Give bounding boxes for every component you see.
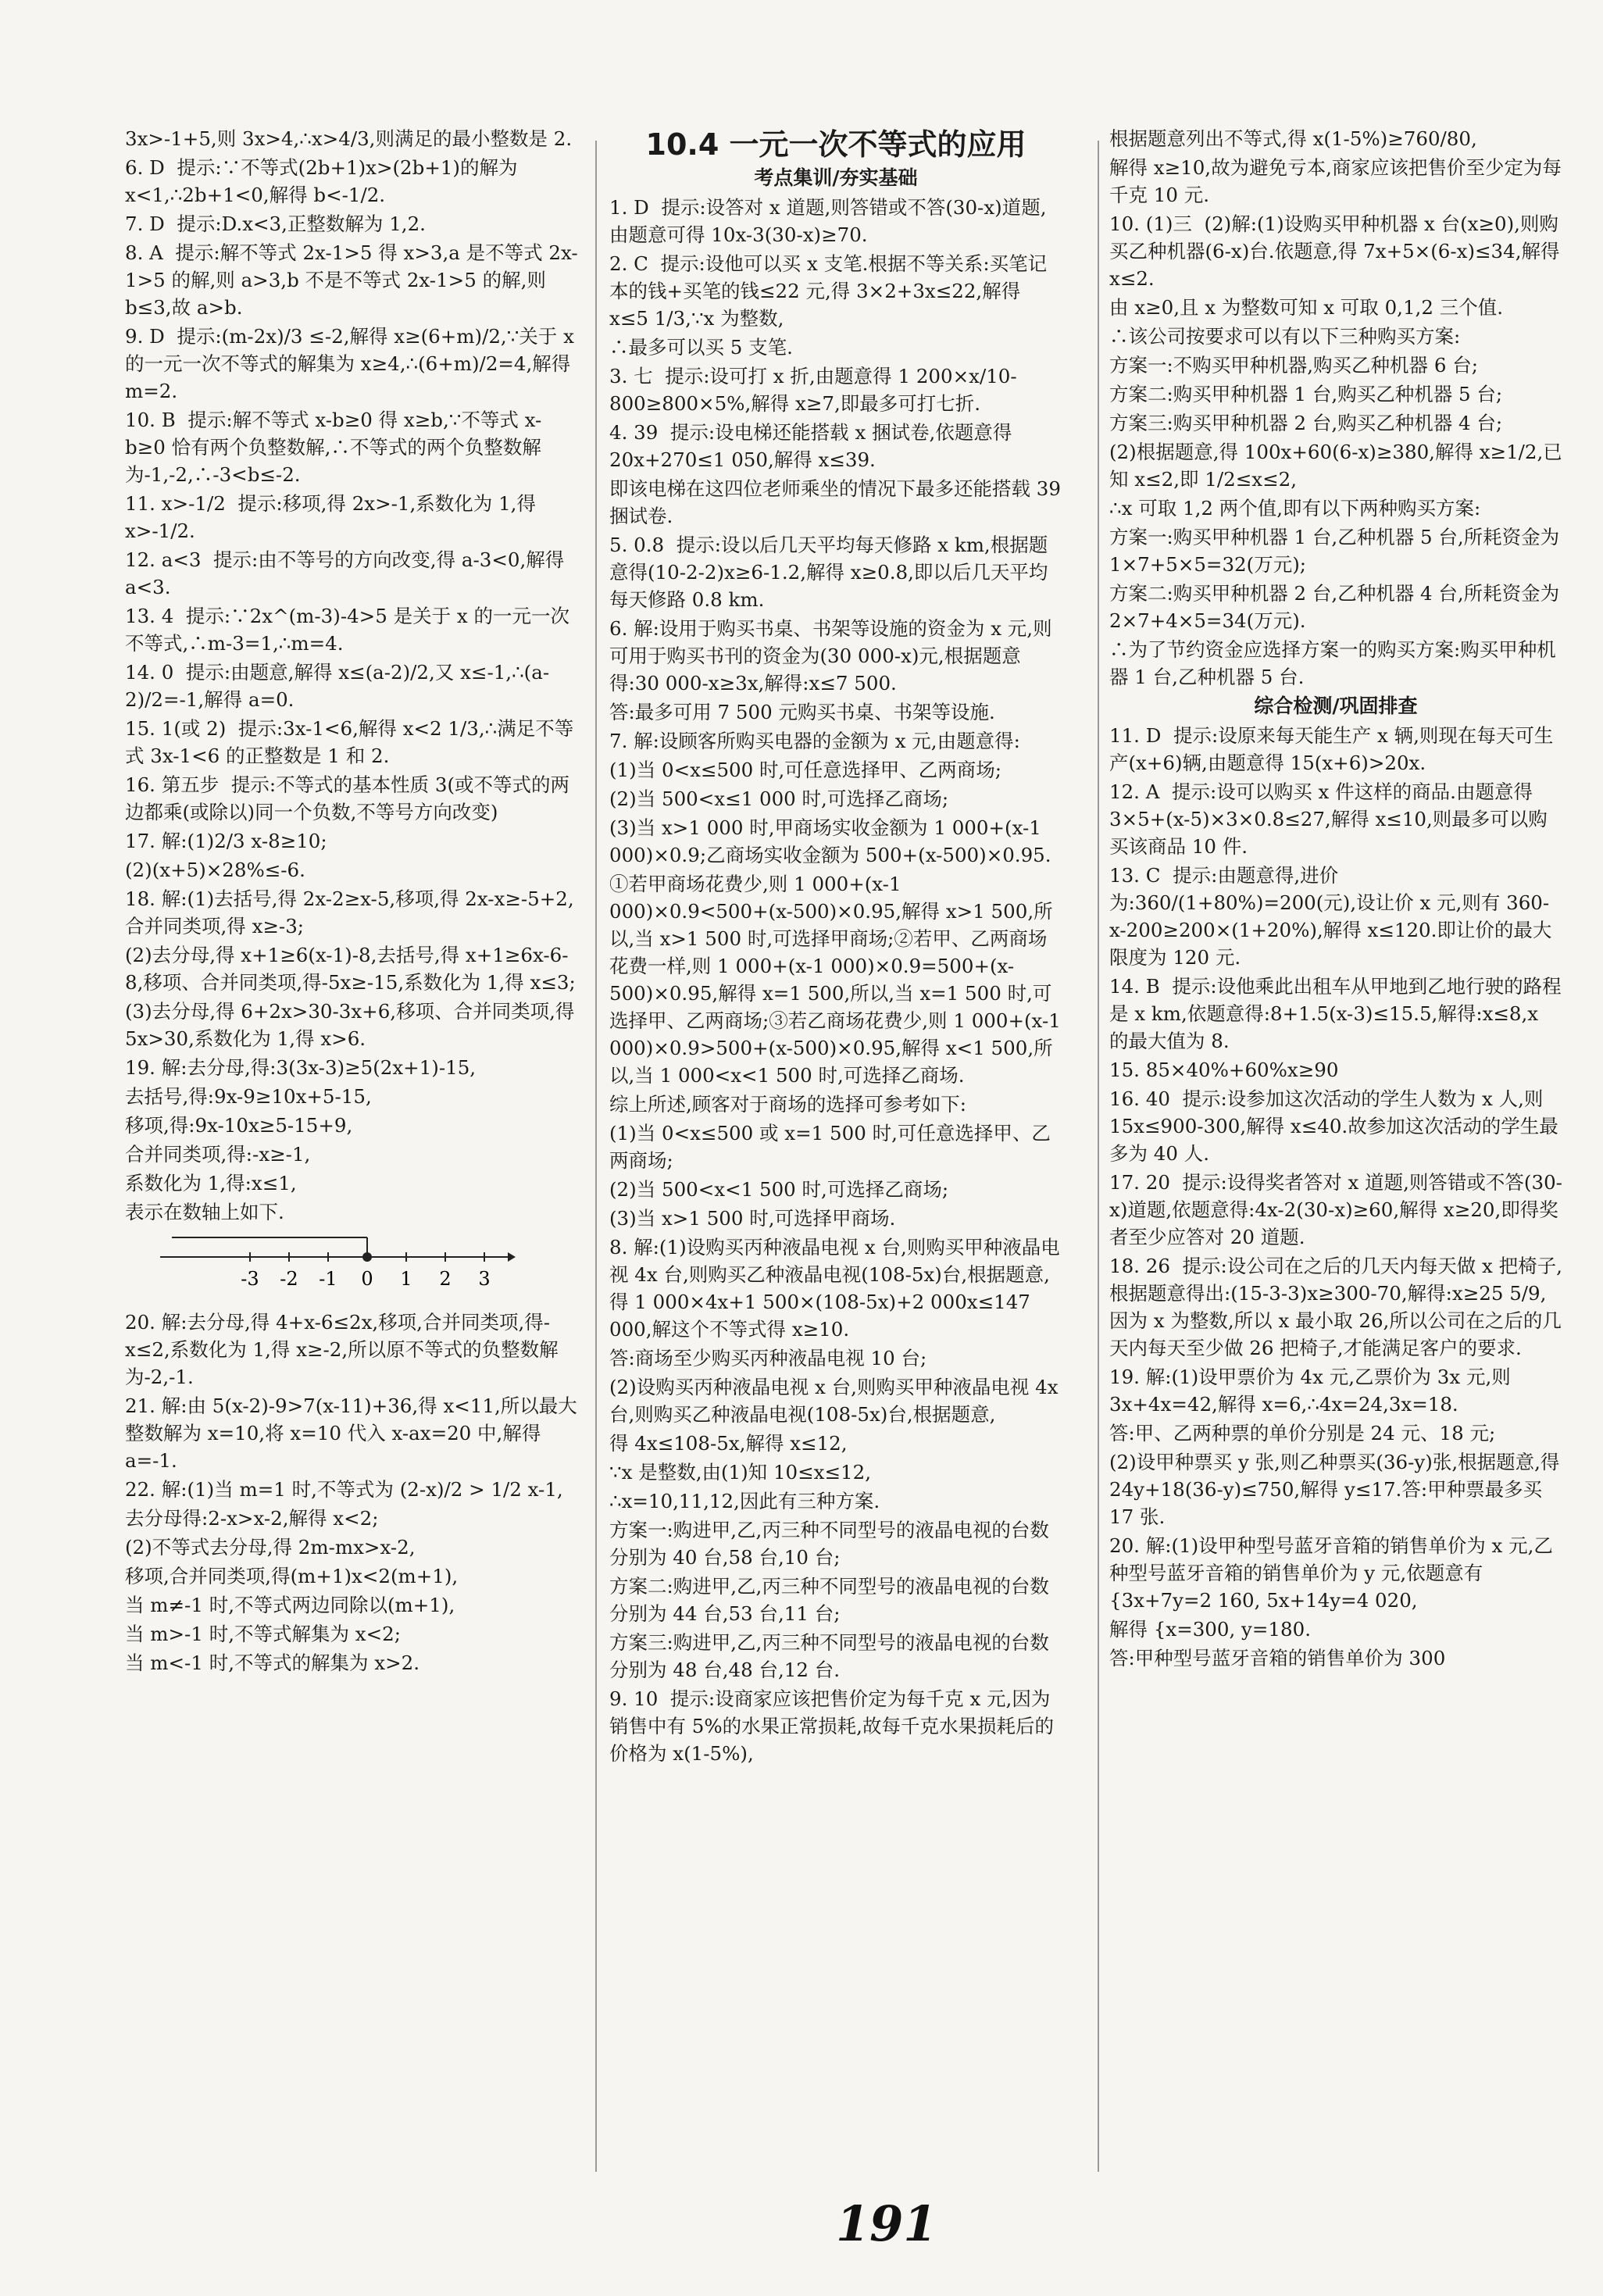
column-divider [595,141,597,2172]
answer-line: 当 m>-1 时,不等式解集为 x<2; [125,1623,401,1645]
section-title: 10.4 一元一次不等式的应用 [645,127,1026,162]
answer-line: 解得 x≥10,故为避免亏本,商家应该把售价至少定为每千克 10 元. [1109,156,1562,206]
answer-line: (2)根据题意,得 100x+60(6-x)≥380,解得 x≥1/2,已知 x≤2,即 1/2≤x≤2, [1109,441,1562,491]
number-line-tick-label: 0 [361,1268,373,1290]
answer-line: 9. 10 提示:设商家应该把售价定为每千克 x 元,因为销售中有 5%的水果正常损耗,故每千克水果损耗后的价格为 x(1-5%), [609,1687,1054,1765]
answer-line: 13. C 提示:由题意得,进价为:360/(1+80%)=200(元),设让价 x 元,则有 360-x-200≥200×(1+20%),解得 x≤120.即让价的最大限度为 120 元. [1109,864,1552,969]
answer-line: 方案二:购进甲,乙,丙三种不同型号的液晶电视的台数分别为 44 台,53 台,11 台; [609,1575,1049,1625]
answer-line: 2. C 提示:设他可以买 x 支笔.根据不等关系:买笔记本的钱+买笔的钱≤22 元,得 3×2+3x≤22,解得 x≤5 1/3,∵x 为整数, [609,252,1048,330]
answer-line: 14. B 提示:设他乘此出租车从甲地到乙地行驶的路程是 x km,依题意得:8+1.5(x-3)≤15.5,解得:x≤8,x 的最大值为 8. [1109,975,1562,1052]
number-line-svg [156,1234,516,1304]
column-divider [1098,141,1099,2172]
answer-line: 10. (1)三 (2)解:(1)设购买甲种机器 x 台(x≥0),则购买乙种机器(6-x)台.依题意,得 7x+5×(6-x)≤34,解得 x≤2. [1109,212,1566,290]
answer-line: 答:最多可用 7 500 元购买书桌、书架等设施. [609,701,995,723]
answer-line: 7. D 提示:D.x<3,正整数解为 1,2. [125,212,426,235]
answer-line: (3)当 x>1 000 时,甲商场实收金额为 1 000+(x-1 000)×0.9;乙商场实收金额为 500+(x-500)×0.95. [609,816,1051,866]
answer-line: (1)当 0<x≤500 时,可任意选择甲、乙两商场; [609,759,1002,781]
answer-line: 19. 解:去分母,得:3(3x-3)≥5(2x+1)-15, [125,1056,477,1079]
answer-line: 19. 解:(1)设甲票价为 4x 元,乙票价为 3x 元,则 3x+4x=42,解得 x=6,∴4x=24,3x=18. [1109,1366,1517,1416]
answer-line: ∴为了节约资金应选择方案一的购买方案:购买甲种机器 1 台,乙种机器 5 台. [1109,638,1556,688]
answer-line: ∴最多可以买 5 支笔. [609,336,793,359]
answer-line: 当 m<-1 时,不等式的解集为 x>2. [125,1651,419,1674]
answer-line: (2)设甲种票买 y 张,则乙种票买(36-y)张,根据题意,得 24y+18(36-y)≤750,解得 y≤17.答:甲种票最多买 17 张. [1109,1451,1566,1528]
column-right [1109,125,1566,2172]
number-line-tick-label: -2 [280,1268,298,1290]
answer-line: 10. B 提示:解不等式 x-b≥0 得 x≥b,∵不等式 x-b≥0 恰有两个负整数解,∴不等式的两个负整数解为-1,-2,∴-3<b≤-2. [125,409,542,486]
answer-line: (2)(x+5)×28%≤-6. [125,859,305,881]
answer-line: 15. 1(或 2) 提示:3x-1<6,解得 x<2 1/3,∴满足不等式 3x-1<6 的正整数是 1 和 2. [125,717,574,767]
answer-line: ∴x 可取 1,2 两个值,即有以下两种购买方案: [1109,497,1481,520]
answer-line: 11. x>-1/2 提示:移项,得 2x>-1,系数化为 1,得 x>-1/2. [125,492,542,542]
answer-line: 6. D 提示:∵不等式(2b+1)x>(2b+1)的解为 x<1,∴2b+1<0,解得 b<-1/2. [125,156,524,206]
number-line-tick-label: -1 [319,1268,337,1290]
number-line-tick-label: 2 [439,1268,452,1290]
answer-line: (1)当 0<x≤500 或 x=1 500 时,可任意选择甲、乙两商场; [609,1122,1051,1172]
answer-line: 去括号,得:9x-9≥10x+5-15, [125,1085,372,1108]
answer-line: 20. 解:去分母,得 4+x-6≤2x,移项,合并同类项,得-x≤2,系数化为 1,得 x≥-2,所以原不等式的负整数解为-2,-1. [125,1311,559,1388]
answer-line: (2)当 500<x<1 500 时,可选择乙商场; [609,1178,949,1201]
answer-line: 综上所述,顾客对于商场的选择可参考如下: [609,1093,967,1116]
answer-line: 15. 85×40%+60%x≥90 [1109,1059,1339,1081]
answer-line: 系数化为 1,得:x≤1, [125,1172,297,1194]
answer-line: 方案一:购买甲种机器 1 台,乙种机器 5 台,所耗资金为 1×7+5×5=32(万元); [1109,526,1566,576]
answer-line: 3x>-1+5,则 3x>4,∴x>4/3,则满足的最小整数是 2. [125,127,573,150]
answer-line: ∴该公司按要求可以有以下三种购买方案: [1109,325,1461,348]
answer-line: 22. 解:(1)当 m=1 时,不等式为 (2-x)/2 > 1/2 x-1, [125,1478,563,1501]
answer-line: 18. 解:(1)去括号,得 2x-2≥x-5,移项,得 2x-x≥-5+2,合并同类项,得 x≥-3; [125,887,574,937]
number-line-figure [156,1234,578,1304]
answer-line: 合并同类项,得:-x≥-1, [125,1143,311,1166]
answer-line: 移项,得:9x-10x≥5-15+9, [125,1114,353,1137]
answer-line: 答:甲种型号蓝牙音箱的销售单价为 300 [1109,1647,1446,1669]
answer-line: 答:甲、乙两种票的单价分别是 24 元、18 元; [1109,1422,1496,1444]
answer-line: 解得 {x=300, y=180. [1109,1618,1311,1641]
answer-line: (3)去分母,得 6+2x>30-3x+6,移项、合并同类项,得 5x>30,系数化为 1,得 x>6. [125,1000,581,1050]
answer-line: 表示在数轴上如下. [125,1201,284,1223]
answer-line: 13. 4 提示:∵2x^(m-3)-4>5 是关于 x 的一元一次不等式,∴m-3=1,∴m=4. [125,605,569,655]
answer-line: 14. 0 提示:由题意,解得 x≤(a-2)/2,又 x≤-1,∴(a-2)/2=-1,解得 a=0. [125,661,550,711]
answer-line: 16. 40 提示:设参加这次活动的学生人数为 x 人,则 15x≤900-300,解得 x≤40.故参加这次活动的学生最多为 40 人. [1109,1087,1558,1165]
column-middle [609,125,1067,2172]
answer-line: 5. 0.8 提示:设以后几天平均每天修路 x km,根据题意得(10-2-2)x≥6-1.2,解得 x≥0.8,即以后几天平均每天修路 0.8 km. [609,534,1048,611]
answer-line: 答:商场至少购买丙种液晶电视 10 台; [609,1347,927,1369]
answer-line: ①若甲商场花费少,则 1 000+(x-1 000)×0.9<500+(x-500)×0.95,解得 x>1 500,所以,当 x>1 500 时,可选择甲商场;②若甲、乙两商场花费一样,则 1 000+(x-1 000)×0.9=500+(x-500)×0.95,解得 x=1 500,所以,当 x=1 500 时,可选择甲、乙两商场;③若乙商场花费少,则 1 000+(x-1 000)×0.9>500+(x-500)×0.95,解得 x<1 500,所以,当 1 000<x<1 500 时,可选择乙商场. [609,873,1067,1087]
column-left [125,125,581,2172]
answer-line: 方案二:购买甲种机器 1 台,购买乙种机器 5 台; [1109,383,1503,405]
answer-line: 6. 解:设用于购买书桌、书架等设施的资金为 x 元,则可用于购买书刊的资金为(30 000-x)元,根据题意得:30 000-x≥3x,解得:x≤7 500. [609,617,1052,695]
answer-line: 方案一:不购买甲种机器,购买乙种机器 6 台; [1109,354,1478,377]
answer-line: ∴x=10,11,12,因此有三种方案. [609,1490,880,1512]
answer-line: 1. D 提示:设答对 x 道题,则答错或不答(30-x)道题,由题意可得 10x-3(30-x)≥70. [609,196,1047,246]
answer-line: (2)当 500<x≤1 000 时,可选择乙商场; [609,787,949,810]
answer-line: 当 m≠-1 时,不等式两边同除以(m+1), [125,1594,455,1616]
answer-line: 17. 20 提示:设得奖者答对 x 道题,则答错或不答(30-x)道题,依题意得:4x-2(30-x)≥60,解得 x≥20,即得奖者至少应答对 20 道题. [1109,1171,1562,1248]
answer-line: (2)不等式去分母,得 2m-mx>x-2, [125,1536,416,1559]
answer-line: 去分母得:2-x>x-2,解得 x<2; [125,1507,379,1530]
answer-line: 移项,合并同类项,得(m+1)x<2(m+1), [125,1565,459,1587]
answer-line: 16. 第五步 提示:不等式的基本性质 3(或不等式的两边都乘(或除以)同一个负数,不等号方向改变) [125,773,570,823]
answer-line: 3. 七 提示:设可打 x 折,由题意得 1 200×x/10-800≥800×5%,解得 x≥7,即最多可打七折. [609,365,1017,415]
number-line-tick-label: 1 [400,1268,412,1290]
answer-line: 7. 解:设顾客所购买电器的金额为 x 元,由题意得: [609,730,1020,752]
answer-line: 方案二:购买甲种机器 2 台,乙种机器 4 台,所耗资金为 2×7+4×5=34(万元). [1109,582,1566,632]
answer-line: (3)当 x>1 500 时,可选择甲商场. [609,1207,896,1230]
answer-line: 方案一:购进甲,乙,丙三种不同型号的液晶电视的台数分别为 40 台,58 台,10 台; [609,1519,1049,1569]
answer-line: 9. D 提示:(m-2x)/3 ≤-2,解得 x≥(6+m)/2,∵关于 x 的一元一次不等式的解集为 x≥4,∴(6+m)/2=4,解得 m=2. [125,325,580,402]
answer-line: 8. 解:(1)设购买丙种液晶电视 x 台,则购买甲种液晶电视 4x 台,则购买乙种液晶电视(108-5x)台,根据题意,得 1 000×4x+1 500×(108-5x)+2 000x≤147 000,解这个不等式得 x≥10. [609,1236,1060,1341]
answer-line: (2)去分母,得 x+1≥6(x-1)-8,去括号,得 x+1≥6x-6-8,移项、合并同类项,得-5x≥-15,系数化为 1,得 x≤3; [125,944,576,994]
answer-line: 18. 26 提示:设公司在之后的几天内每天做 x 把椅子,根据题意得出:(15-3-3)x≥300-70,解得:x≥25 5/9,因为 x 为整数,所以 x 最小取 26,所以公司在之后的几天内每天至少做 26 把椅子,才能满足客户的要求. [1109,1255,1562,1359]
number-line-tick-label: -3 [241,1268,259,1290]
answer-line: 即该电梯在这四位老师乘坐的情况下最多还能搭载 39 捆试卷. [609,477,1067,527]
answer-line: 得 4x≤108-5x,解得 x≤12, [609,1432,848,1455]
answer-line: 11. D 提示:设原来每天能生产 x 辆,则现在每天可生产(x+6)辆,由题意得 15(x+6)>20x. [1109,724,1554,774]
answer-line: 17. 解:(1)2/3 x-8≥10; [125,830,327,852]
page-number: 191 [836,2195,937,2252]
number-line-tick-label: 3 [478,1268,491,1290]
answer-line: 21. 解:由 5(x-2)-9>7(x-11)+36,得 x<11,所以最大整数解为 x=10,将 x=10 代入 x-ax=20 中,解得 a=-1. [125,1394,577,1472]
answer-line: 4. 39 提示:设电梯还能搭载 x 捆试卷,依题意得 20x+270≤1 050,解得 x≤39. [609,421,1019,471]
answer-line: 方案三:购进甲,乙,丙三种不同型号的液晶电视的台数分别为 48 台,48 台,12 台. [609,1631,1049,1681]
answer-line: 12. A 提示:设可以购买 x 件这样的商品.由题意得 3×5+(x-5)×3×0.8≤27,解得 x≤10,则最多可以购买该商品 10 件. [1109,780,1548,858]
answer-line: (2)设购买丙种液晶电视 x 台,则购买甲种液晶电视 4x 台,则购买乙种液晶电视(108-5x)台,根据题意, [609,1376,1065,1426]
answer-line: 由 x≥0,且 x 为整数可知 x 可取 0,1,2 三个值. [1109,296,1503,319]
sub-title: 考点集训/夯实基础 [754,166,918,189]
answer-line: 12. a<3 提示:由不等号的方向改变,得 a-3<0,解得 a<3. [125,548,571,598]
answer-page [117,125,1578,2252]
sub-title: 综合检测/巩固排查 [1254,695,1418,717]
answer-line: 20. 解:(1)设甲种型号蓝牙音箱的销售单价为 x 元,乙种型号蓝牙音箱的销售单价为 y 元,依题意有 {3x+7y=2 160, 5x+14y=4 020, [1109,1534,1553,1612]
answer-line: ∵x 是整数,由(1)知 10≤x≤12, [609,1461,871,1484]
answer-line: 根据题意列出不等式,得 x(1-5%)≥760/80, [1109,127,1477,150]
answer-line: 方案三:购买甲种机器 2 台,购买乙种机器 4 台; [1109,412,1503,434]
answer-line: 8. A 提示:解不等式 2x-1>5 得 x>3,a 是不等式 2x-1>5 的解,则 a>3,b 不是不等式 2x-1>5 的解,则 b≤3,故 a>b. [125,241,578,319]
